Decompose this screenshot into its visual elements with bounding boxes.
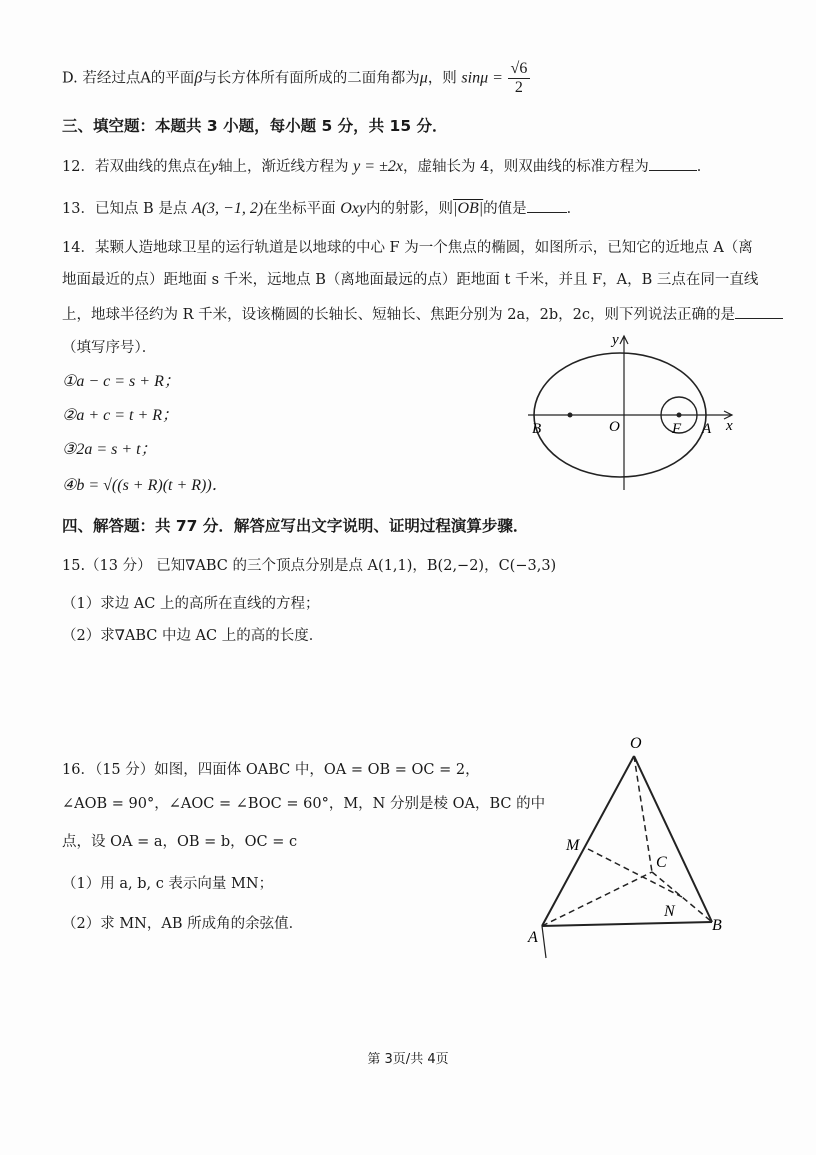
question-13 <box>62 198 581 219</box>
option-d-mid: 与长方体所有面所成的二面角都为 <box>202 70 420 87</box>
option-d-then: ，则 <box>427 70 457 87</box>
q12-eq: y = ±2x <box>353 158 403 175</box>
q15-part1: （1）求边 AC 上的高所在直线的方程； <box>62 596 320 612</box>
answer-blank <box>649 156 697 171</box>
page-footer: 第 3页/共 4页 <box>367 1052 449 1067</box>
section-4-title: 四、解答题：共 77 分．解答应写出文字说明、证明过程演算步骤． <box>62 517 529 535</box>
label-n: N <box>664 903 675 920</box>
focus-f-point <box>677 413 682 418</box>
answer-blank <box>735 304 783 319</box>
q12-end: ． <box>696 159 712 175</box>
label-c: C <box>656 854 667 871</box>
edge-ab <box>542 922 712 926</box>
q13-b: 在坐标平面 <box>263 201 336 217</box>
option-d-prefix: D. 若经过点A的平面 <box>62 70 195 87</box>
edge-ac-hidden <box>542 872 652 926</box>
focus-left-point <box>568 413 573 418</box>
q14-line3-text: 上，地球半径约为 R 千米，设该椭圆的长轴长、短轴长、焦距分别为 2a，2b，2c，则下列说法正确的是 <box>62 307 735 323</box>
q12-b: 轴上，渐近线方程为 <box>218 159 349 175</box>
q13-end: ． <box>566 201 582 217</box>
q14-option-4: ④b = √((s + R)(t + R))． <box>62 477 228 494</box>
label-m: M <box>566 837 580 854</box>
q15-part2: （2）求∇ABC 中边 AC 上的高的长度． <box>62 628 324 644</box>
section-3-title: 三、填空题：本题共 3 小题，每小题 5 分，共 15 分． <box>62 117 448 135</box>
q13-point: A(3, −1, 2) <box>191 200 264 217</box>
q13-c: 内的射影，则 <box>366 201 454 217</box>
label-o: O <box>630 735 642 752</box>
option-d <box>62 60 530 97</box>
answer-blank <box>527 198 567 213</box>
q16-line3: 点，设 OA = a，OB = b，OC = c <box>62 834 298 850</box>
label-a: A <box>702 421 712 437</box>
q13-plane: Oxy <box>340 200 367 217</box>
sin-mu: sinμ = <box>461 69 503 87</box>
q15-head: 15.（13 分） 已知∇ABC 的三个顶点分别是点 A(1,1)，B(2,−2)，C(−3,3) <box>62 558 557 574</box>
q14-line1: 14．某颗人造地球卫星的运行轨道是以地球的中心 F 为一个焦点的椭圆，如图所示，已知它的近地点 A（离 <box>62 240 753 256</box>
q16-line1: 16．（15 分）如图，四面体 OABC 中，OA = OB = OC = 2， <box>62 762 480 778</box>
q12-c: ，虚轴长为 4，则双曲线的标准方程为 <box>402 159 649 175</box>
q14-option-3: ③2a = s + t； <box>62 441 157 458</box>
edge-ob <box>634 756 712 922</box>
label-x: x <box>726 418 733 434</box>
q13-d: 的值是 <box>483 201 527 217</box>
q14-line3 <box>62 304 783 325</box>
sqrt6-over-2 <box>508 60 531 97</box>
q12-a: 12．若双曲线的焦点在 <box>62 159 211 175</box>
beta-symbol: β <box>194 69 203 87</box>
mu-symbol: μ <box>419 69 428 87</box>
label-f: F <box>672 421 682 437</box>
frac-den: 2 <box>514 79 523 96</box>
q13-a: 13．已知点 B 是点 <box>62 201 188 217</box>
frac-num: √6 <box>508 60 531 79</box>
label-a: A <box>528 929 538 946</box>
q16-part2: （2）求 MN，AB 所成角的余弦值． <box>62 916 304 932</box>
q13-vector: |OB| <box>453 200 484 217</box>
label-b: B <box>712 917 722 934</box>
q14-option-2: ②a + c = t + R； <box>62 407 179 424</box>
label-y: y <box>612 332 619 348</box>
q16-line2: ∠AOB = 90°，∠AOC = ∠BOC = 60°，M，N 分别是棱 OA，BC 的中 <box>62 796 546 812</box>
pen-mark <box>542 926 546 958</box>
q12-y: y <box>210 158 219 175</box>
label-o: O <box>609 419 620 435</box>
label-b: B <box>532 421 542 437</box>
q14-line4: （填写序号）． <box>62 340 157 356</box>
segment-mn-hidden <box>588 849 682 897</box>
question-12 <box>62 156 711 177</box>
tetrahedron-figure <box>520 730 735 965</box>
q16-part1: （1）用 a, b, c 表示向量 MN； <box>62 876 274 892</box>
ellipse-orbit-figure <box>520 330 750 500</box>
edge-oa <box>542 756 634 926</box>
q14-option-1: ①a − c = s + R； <box>62 373 180 390</box>
q14-line2: 地面最近的点）距地面 s 千米，远地点 B（离地面最远的点）距地面 t 千米，并且 F，A，B 三点在同一直线 <box>62 272 759 288</box>
